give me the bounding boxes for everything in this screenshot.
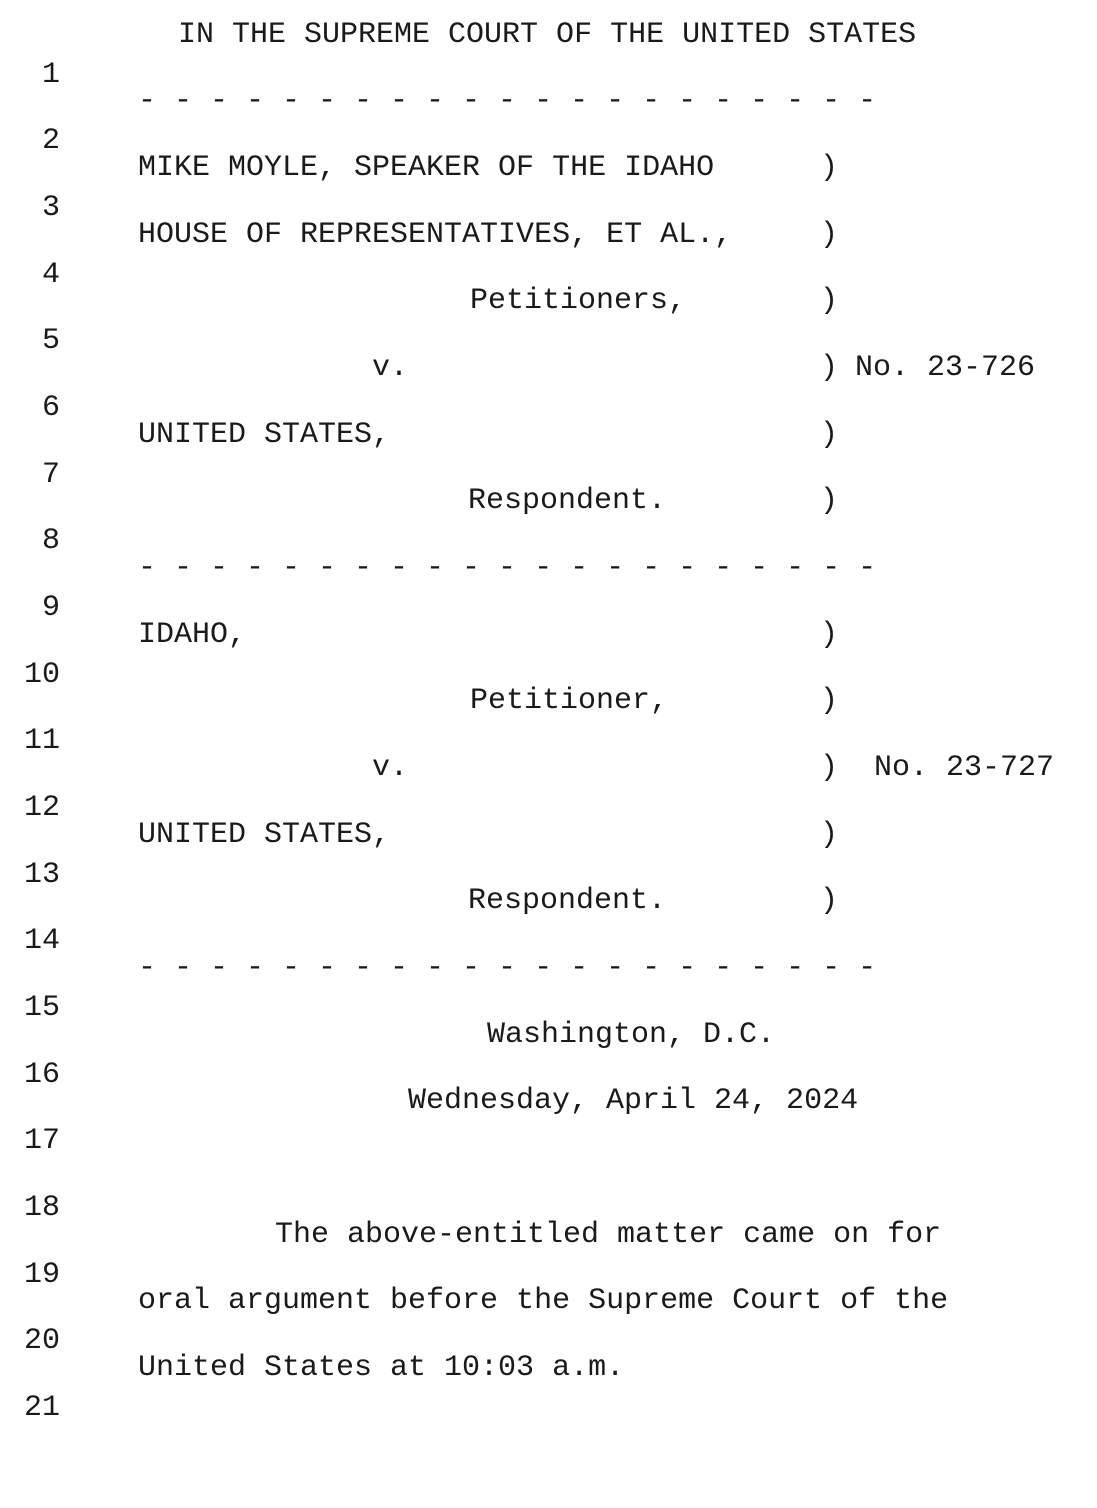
versus: v. [372, 351, 409, 385]
line-number: 11 [23, 724, 60, 758]
transcript-line-8 [0, 481, 1097, 558]
transcript-line-4 [0, 215, 1097, 292]
petitioners-label: Petitioners, [470, 284, 687, 318]
caption-paren: ) [820, 284, 839, 318]
line-number: 6 [41, 391, 60, 425]
transcript-line-19 [0, 1215, 1097, 1292]
caption-paren: ) [820, 484, 839, 518]
transcript-line-3 [0, 148, 1097, 225]
respondent-name: UNITED STATES, [138, 818, 391, 852]
transcript-line-18 [0, 1148, 1097, 1225]
transcript-line-6 [0, 348, 1097, 425]
court-title: IN THE SUPREME COURT OF THE UNITED STATES [178, 18, 917, 52]
petitioner-name: IDAHO, [138, 618, 247, 652]
line-number: 2 [41, 124, 60, 158]
transcript-line-14 [0, 881, 1097, 958]
transcript-line-10 [0, 615, 1097, 692]
transcript-line-20 [0, 1281, 1097, 1358]
petitioner-name-line-2: HOUSE OF REPRESENTATIVES, ET AL., [138, 218, 733, 252]
caption-paren: ) [820, 751, 839, 785]
docket-number: No. 23-727 [874, 751, 1055, 785]
line-number: 9 [41, 591, 60, 625]
paragraph-line-1: The above-entitled matter came on for [275, 1218, 942, 1252]
caption-paren: ) [820, 418, 839, 452]
paragraph-line-3: United States at 10:03 a.m. [138, 1351, 625, 1385]
hearing-date: Wednesday, April 24, 2024 [408, 1084, 859, 1118]
line-number: 15 [23, 991, 60, 1025]
petitioner-name-line-1: MIKE MOYLE, SPEAKER OF THE IDAHO [138, 151, 715, 185]
separator-line: - - - - - - - - - - - - - - - - - - - - - [138, 951, 877, 985]
line-number: 10 [23, 658, 60, 692]
transcript-line-16 [0, 1015, 1097, 1092]
caption-paren: ) [820, 884, 839, 918]
transcript-line-2 [0, 81, 1097, 158]
transcript-line-7 [0, 415, 1097, 492]
petitioner-label: Petitioner, [470, 684, 669, 718]
transcript-line-12 [0, 748, 1097, 825]
line-number: 18 [23, 1191, 60, 1225]
separator-line: - - - - - - - - - - - - - - - - - - - - - [138, 551, 877, 585]
versus: v. [372, 751, 409, 785]
transcript-line-11 [0, 681, 1097, 758]
transcript-line-17 [0, 1081, 1097, 1158]
respondent-label: Respondent. [468, 884, 667, 918]
caption-paren: ) [820, 351, 839, 385]
transcript-line-15 [0, 948, 1097, 1025]
transcript-line-9 [0, 548, 1097, 625]
respondent-label: Respondent. [468, 484, 667, 518]
transcript-line-21 [0, 1348, 1097, 1425]
line-number: 13 [23, 858, 60, 892]
line-number: 5 [41, 324, 60, 358]
caption-paren: ) [820, 818, 839, 852]
caption-paren: ) [820, 218, 839, 252]
line-number: 17 [23, 1124, 60, 1158]
line-number: 21 [23, 1391, 60, 1425]
line-number: 7 [41, 458, 60, 492]
line-number: 3 [41, 191, 60, 225]
caption-paren: ) [820, 151, 839, 185]
location: Washington, D.C. [487, 1018, 776, 1052]
line-number: 20 [23, 1324, 60, 1358]
line-number: 1 [41, 58, 60, 92]
respondent-name: UNITED STATES, [138, 418, 391, 452]
transcript-line-5 [0, 281, 1097, 358]
separator-line: - - - - - - - - - - - - - - - - - - - - - [138, 84, 877, 118]
line-number: 4 [41, 258, 60, 292]
line-number: 14 [23, 924, 60, 958]
caption-paren: ) [820, 684, 839, 718]
caption-paren: ) [820, 618, 839, 652]
line-number: 16 [23, 1058, 60, 1092]
line-number: 8 [41, 524, 60, 558]
transcript-line-13 [0, 815, 1097, 892]
docket-number: No. 23-726 [855, 351, 1036, 385]
line-number: 12 [23, 791, 60, 825]
line-number: 19 [23, 1258, 60, 1292]
paragraph-line-2: oral argument before the Supreme Court of the [138, 1284, 949, 1318]
transcript-line-1 [0, 15, 1097, 92]
